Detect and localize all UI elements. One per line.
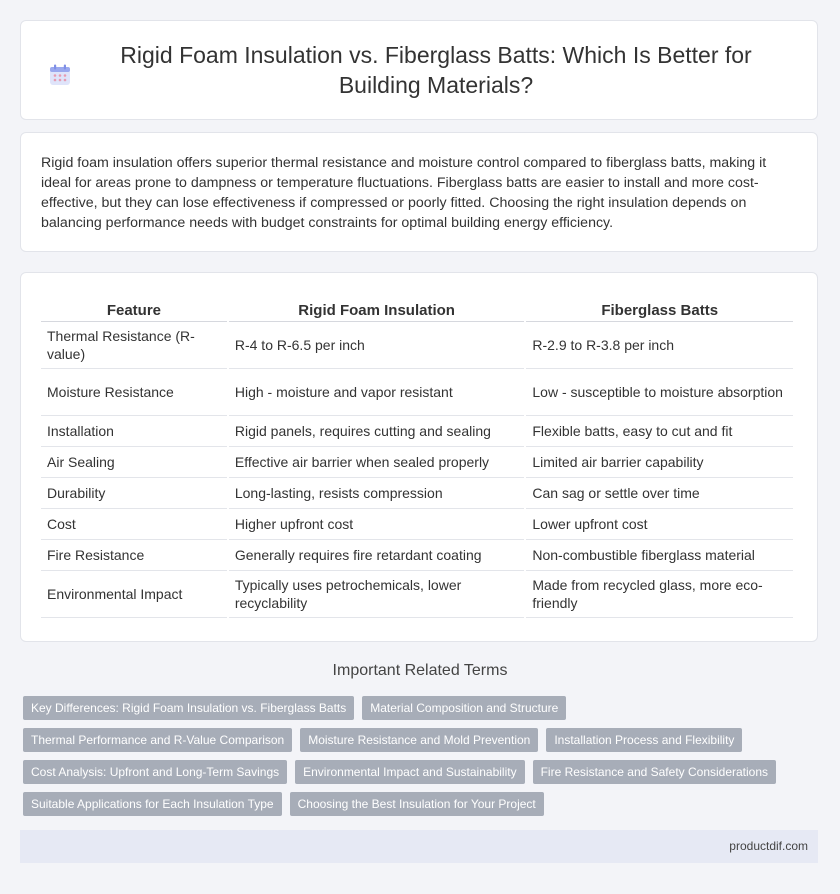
related-tag[interactable]: Cost Analysis: Upfront and Long-Term Savings xyxy=(23,760,287,784)
feature-cell: Cost xyxy=(41,509,227,540)
table-row xyxy=(41,540,793,571)
feature-cell: Moisture Resistance xyxy=(41,369,227,416)
rigid-foam-cell: Effective air barrier when sealed properly xyxy=(229,447,525,478)
header-feature: Feature xyxy=(41,293,227,322)
fiberglass-cell: R-2.9 to R-3.8 per inch xyxy=(526,322,793,369)
fiberglass-cell: Low - susceptible to moisture absorption xyxy=(526,369,793,416)
calendar-icon xyxy=(49,64,71,86)
related-tag[interactable]: Material Composition and Structure xyxy=(362,696,566,720)
header-card xyxy=(20,20,818,120)
rigid-foam-cell: Typically uses petrochemicals, lower recyclability xyxy=(229,571,525,618)
rigid-foam-cell: R-4 to R-6.5 per inch xyxy=(229,322,525,369)
fiberglass-cell: Non-combustible fiberglass material xyxy=(526,540,793,571)
related-tag[interactable]: Environmental Impact and Sustainability xyxy=(295,760,524,784)
related-tag[interactable]: Key Differences: Rigid Foam Insulation vs. Fiberglass Batts xyxy=(23,696,354,720)
table-row xyxy=(41,509,793,540)
related-tag[interactable]: Choosing the Best Insulation for Your Project xyxy=(290,792,544,816)
rigid-foam-cell: Rigid panels, requires cutting and sealing xyxy=(229,416,525,447)
fiberglass-cell: Can sag or settle over time xyxy=(526,478,793,509)
tag-row xyxy=(23,728,803,752)
fiberglass-cell: Limited air barrier capability xyxy=(526,447,793,478)
feature-cell: Installation xyxy=(41,416,227,447)
related-tag[interactable]: Moisture Resistance and Mold Prevention xyxy=(300,728,538,752)
table-row xyxy=(41,478,793,509)
table-row xyxy=(41,571,793,618)
related-tag[interactable]: Suitable Applications for Each Insulation Type xyxy=(23,792,282,816)
footer xyxy=(20,830,818,863)
tag-row xyxy=(23,760,803,784)
header-rigid-foam: Rigid Foam Insulation xyxy=(229,293,525,322)
feature-cell: Air Sealing xyxy=(41,447,227,478)
comparison-card xyxy=(20,272,818,642)
related-terms-title: Important Related Terms xyxy=(332,662,508,679)
related-tag[interactable]: Thermal Performance and R-Value Comparison xyxy=(23,728,292,752)
title-wrap xyxy=(49,40,789,100)
feature-cell: Environmental Impact xyxy=(41,571,227,618)
table-row xyxy=(41,447,793,478)
related-terms-tags xyxy=(23,696,803,824)
page-title: Rigid Foam Insulation vs. Fiberglass Batts: Which Is Better for Building Materials? xyxy=(120,42,752,98)
tag-row xyxy=(23,696,803,720)
table-header-row xyxy=(41,293,793,322)
comparison-table xyxy=(39,293,795,618)
table-row xyxy=(41,322,793,369)
fiberglass-cell: Flexible batts, easy to cut and fit xyxy=(526,416,793,447)
header-fiberglass: Fiberglass Batts xyxy=(526,293,793,322)
feature-cell: Durability xyxy=(41,478,227,509)
table-row xyxy=(41,369,793,416)
rigid-foam-cell: Long-lasting, resists compression xyxy=(229,478,525,509)
fiberglass-cell: Lower upfront cost xyxy=(526,509,793,540)
related-tag[interactable]: Fire Resistance and Safety Considerations xyxy=(533,760,776,784)
intro-card xyxy=(20,132,818,252)
intro-paragraph: Rigid foam insulation offers superior thermal resistance and moisture control compared to fiberglass batts, making it ideal for areas prone to dampness or temperature fluctuations. Fiberglass batts are easier to install and more cost-effective, but they can lose effectiveness if compressed or poorly fitted. Choosing the right insulation depends on balancing performance needs with budget constraints for optimal building energy efficiency. xyxy=(41,155,767,231)
related-tag[interactable]: Installation Process and Flexibility xyxy=(546,728,742,752)
rigid-foam-cell: High - moisture and vapor resistant xyxy=(229,369,525,416)
feature-cell: Thermal Resistance (R-value) xyxy=(41,322,227,369)
feature-cell: Fire Resistance xyxy=(41,540,227,571)
footer-site-link[interactable]: productdif.com xyxy=(729,839,808,853)
tag-row xyxy=(23,792,803,816)
fiberglass-cell: Made from recycled glass, more eco-friendly xyxy=(526,571,793,618)
table-row xyxy=(41,416,793,447)
rigid-foam-cell: Higher upfront cost xyxy=(229,509,525,540)
rigid-foam-cell: Generally requires fire retardant coating xyxy=(229,540,525,571)
